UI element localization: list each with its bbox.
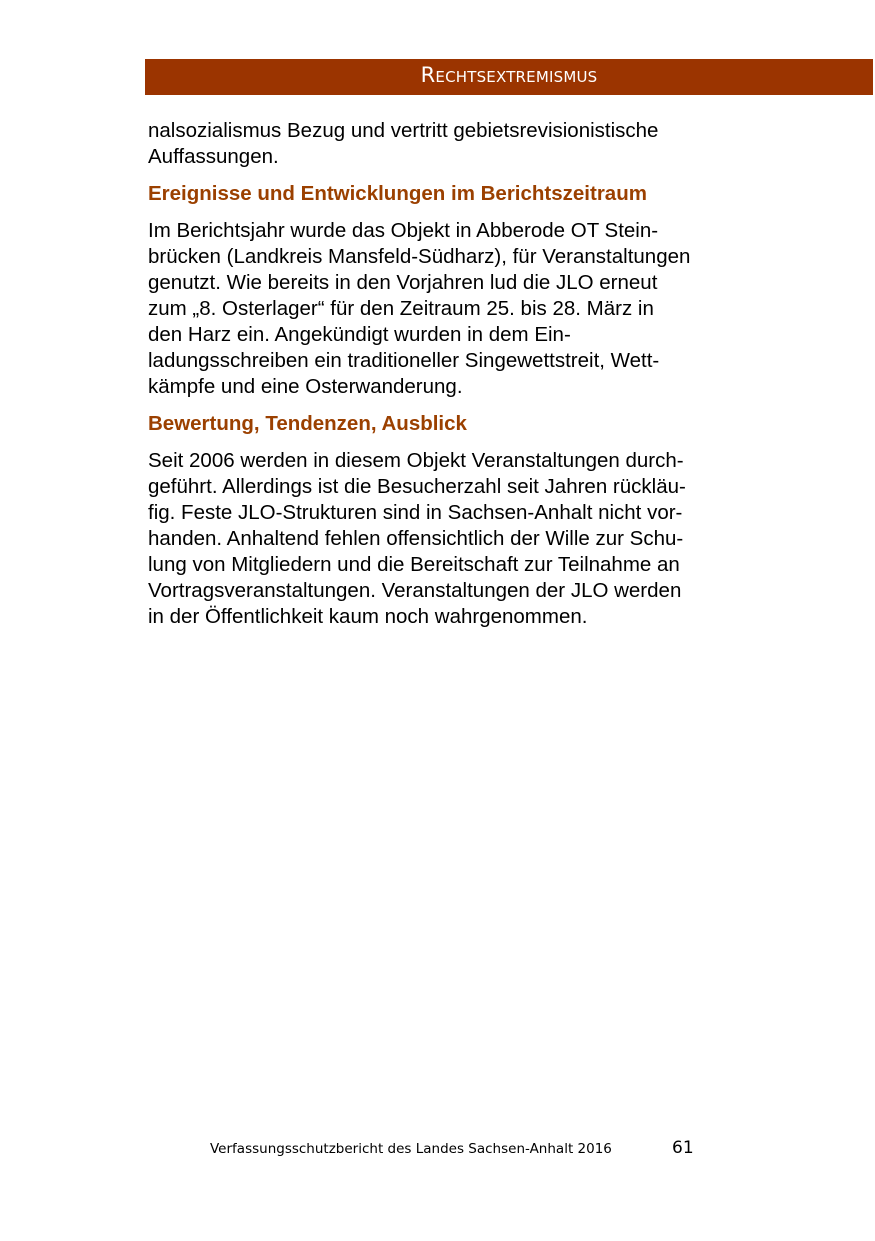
text-line: fig. Feste JLO-Strukturen sind in Sachsen-Anhalt nicht vor- bbox=[148, 501, 683, 524]
text-line: Auffassungen. bbox=[148, 145, 279, 168]
text-line: Im Berichtsjahr wurde das Objekt in Abberode OT Stein- bbox=[148, 219, 659, 242]
text-line: Vortragsveranstaltungen. Veranstaltungen der JLO werden bbox=[148, 579, 682, 602]
intro-paragraph bbox=[148, 118, 768, 170]
header-bar bbox=[145, 59, 873, 95]
page-number: 61 bbox=[672, 1138, 694, 1158]
text-line: lung von Mitgliedern und die Bereitschaft zur Teilnahme an bbox=[148, 553, 680, 576]
footer-title: Verfassungsschutzbericht des Landes Sachsen-Anhalt 2016 bbox=[210, 1141, 612, 1157]
text-line: brücken (Landkreis Mansfeld-Südharz), für Veranstaltungen bbox=[148, 245, 691, 268]
text-line: kämpfe und eine Osterwanderung. bbox=[148, 375, 463, 398]
text-line: zum „8. Osterlager“ für den Zeitraum 25. bis 28. März in bbox=[148, 297, 654, 320]
assessment-paragraph bbox=[148, 448, 768, 630]
text-line: ladungsschreiben ein traditioneller Singewettstreit, Wett- bbox=[148, 349, 660, 372]
text-line: geführt. Allerdings ist die Besucherzahl seit Jahren rückläu- bbox=[148, 475, 686, 498]
text-line: genutzt. Wie bereits in den Vorjahren lud die JLO erneut bbox=[148, 271, 658, 294]
main-content bbox=[148, 118, 768, 641]
section-heading-events: Ereignisse und Entwicklungen im Berichtszeitraum bbox=[148, 182, 647, 205]
section-heading-assessment: Bewertung, Tendenzen, Ausblick bbox=[148, 412, 467, 435]
text-line: nalsozialismus Bezug und vertritt gebietsrevisionistische bbox=[148, 119, 659, 142]
text-line: Seit 2006 werden in diesem Objekt Veranstaltungen durch- bbox=[148, 449, 684, 472]
header-title: Rechtsextremismus bbox=[420, 63, 598, 87]
text-line: handen. Anhaltend fehlen offensichtlich der Wille zur Schu- bbox=[148, 527, 684, 550]
text-line: in der Öffentlichkeit kaum noch wahrgenommen. bbox=[148, 605, 588, 628]
text-line: den Harz ein. Angekündigt wurden in dem Ein- bbox=[148, 323, 571, 346]
events-paragraph bbox=[148, 218, 768, 400]
